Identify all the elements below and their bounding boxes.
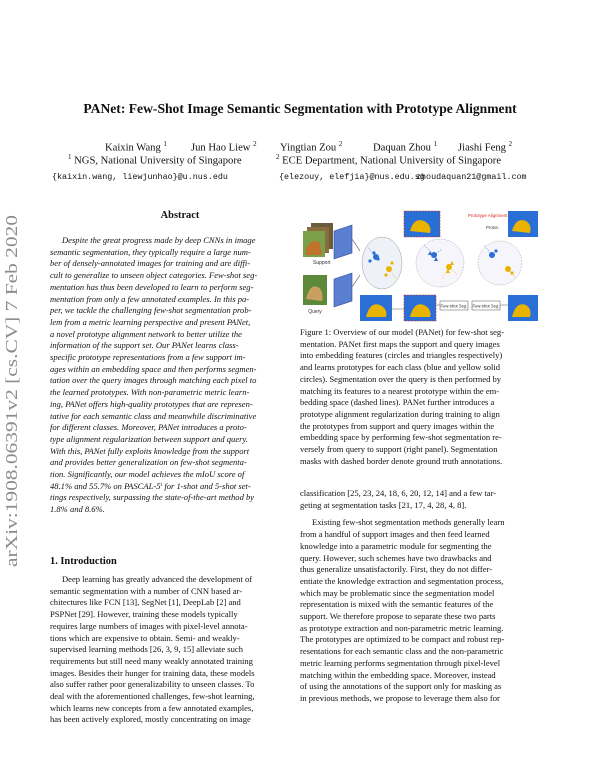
right-column-line: metric learning performs segmentation through pixel-level (300, 657, 501, 668)
proto-label: Protot. (486, 225, 499, 230)
abstract-line: ing, PANet offers high-quality prototypes that are represen- (50, 398, 253, 409)
intro-line: Deep learning has greatly advanced the development of (62, 574, 253, 584)
abstract-line: per, we tackle the challenging few-shot segmentation prob- (50, 305, 252, 316)
affiliation-2: $^2$ ECE Department, National University of Singapore (276, 153, 502, 167)
caption-line: masks with dashed border denote ground truth annotations. (300, 455, 503, 466)
right-column-line: thus generalize unsatisfactorily. First, they do not differ- (300, 564, 493, 575)
figure-caption (300, 327, 540, 467)
abstract-line: type alignment regularization between support and query. (50, 433, 248, 444)
right-column-line: resentations for each semantic class and the non-parametric (300, 646, 504, 657)
right-column-line: The prototypes are optimized to be compact and robust rep- (300, 634, 505, 645)
caption-line: embedding space by performing few-shot segmentation re- (300, 432, 502, 443)
intro-line: semantic segmentation with a number of CNN based ar- (50, 585, 243, 596)
author-2: Jun Hao Liew $^2$ (191, 140, 257, 154)
abstract-line: semantic segmentation, they typically require a large num- (50, 246, 251, 257)
author-1: Kaixin Wang $^1$ (105, 140, 167, 154)
abstract-line: 48.1% and 55.7% on PASCAL-5ⁱ for 1-shot and 5-shot set- (50, 480, 251, 491)
abstract-line: and provides better generalization on few-shot segmenta- (50, 457, 247, 468)
right-column-line: support. We therefore propose to separate these two parts (300, 611, 496, 622)
intro-line: requires large numbers of images with pixel-level annota- (50, 620, 248, 631)
caption-line: mentation. PANet first maps the support and query images (300, 338, 500, 349)
caption-line: versely from query to support (right panel). Segmentation (300, 444, 498, 455)
right-column-body (300, 488, 540, 705)
intro-line: chitectures like FCN [13], SegNet [1], DeepLab [2] and (50, 597, 241, 608)
author-3: Yingtian Zou $^2$ (280, 140, 343, 154)
intro-line: supervised learning methods [26, 3, 9, 15] alleviate such (50, 644, 243, 655)
caption-line: prototype alignment regularization during training to align (300, 408, 500, 419)
right-column-line: as prototype extraction and non-parametric metric learning. (300, 622, 504, 633)
query-image (303, 275, 327, 305)
alignment-label: Prototype Alignment (468, 213, 508, 218)
paper-title: PANet: Few-Shot Image Semantic Segmentation with Prototype Alignment (83, 101, 517, 116)
email-2: {elezouy, elefjia}@nus.edu.sg (279, 172, 425, 182)
right-column-line: knowledge into a parametric module for segmenting the (300, 540, 492, 551)
right-column-line: Existing few-shot segmentation methods generally learn (312, 517, 505, 528)
right-column-line: of using the annotations of the support only for masking as (300, 681, 502, 692)
caption-line: into embedding features (circles and triangles respectively) (300, 350, 503, 361)
query-label: Query (308, 309, 322, 315)
intro-line: tions which are expensive to obtain. Semi- and weakly- (50, 632, 240, 643)
intro-line: PSPNet [29]. However, training these models typically (50, 609, 238, 620)
support-image-stack (303, 223, 333, 257)
author-5: Jiashi Feng $^2$ (458, 140, 513, 154)
abstract-line: mentation has thus been developed to learn to perform seg- (50, 281, 254, 292)
right-column-line: entiate the knowledge extraction and segmentation process, (300, 575, 504, 586)
intro-line: has been actively explored, mostly concentrating on image (50, 714, 251, 725)
abstract-line: tative for each semantic class and meanwhile discriminative (50, 410, 257, 421)
right-column-line: representation is mixed with the semantic features of the (300, 599, 494, 610)
query-embedding (416, 239, 464, 287)
abstract-line: information of the support set. Our PANet learns class- (50, 340, 239, 351)
caption-line: the prototypes from support and query images within the (300, 420, 495, 431)
right-column-line: from a handful of support images and then feed learned (300, 529, 490, 540)
feature-blocks (334, 225, 360, 307)
right-column-line: geting at segmentation tasks [21, 17, 4, 28, 4, 8]. (300, 499, 467, 510)
abstract-line: 1.8% and 8.6%. (50, 504, 105, 515)
intro-line: deal with the aforementioned challenges, few-shot learning, (50, 691, 255, 702)
abstract-line: cult to generalize to unseen object categories. Few-shot seg- (50, 270, 258, 281)
right-column-line: classification [25, 23, 24, 18, 6, 20, 12, 14] and a few tar- (300, 488, 497, 498)
caption-line: circles). Segmentation over the query is then performed by (300, 373, 502, 384)
abstract-line: the learned prototypes. With non-parametric metric learn- (50, 387, 250, 398)
arxiv-id: arXiv:1908.06391v2 [cs.CV] 7 Feb 2020 (2, 294, 21, 567)
intro-heading: 1. Introduction (50, 556, 117, 567)
few-shot-label: Few-shot Seg. (440, 303, 468, 309)
caption-line: and learns prototypes for each class (blue and yellow solid (300, 362, 501, 373)
intro-line: requirements but still need many weakly annotated training (50, 655, 253, 666)
intro-line: which learns new concepts from a few annotated examples, (50, 702, 254, 713)
affiliation-1: $^1$ NGS, National University of Singapore (68, 153, 242, 167)
right-column-line: query. However, such schemes have two drawbacks and (300, 552, 492, 563)
abstract-line: for different classes. Moreover, PANet introduces a proto- (50, 422, 247, 433)
abstract-body (50, 235, 291, 516)
caption-line: matching its features to a nearest prototype within the em- (300, 385, 500, 396)
right-column-line: in previous methods, we propose to leverage them also for (300, 692, 500, 703)
abstract-line: ber of densely-annotated images for training and are diffi- (50, 258, 251, 269)
embedding-space (362, 237, 402, 289)
abstract-line: ages within an embedding space and then performs segmen- (50, 363, 257, 374)
right-column-line: matching within the embedding space. Moreover, instead (300, 669, 496, 680)
intro-line: also suffer rather poor generalizability to unseen classes. To (50, 679, 255, 690)
abstract-line: specific prototype representations from a few support im- (50, 352, 246, 363)
abstract-line: tings respectively, surpassing the state-of-the-art method by (50, 492, 255, 503)
abstract-line: mentation from only a few annotated examples. In this pa- (50, 293, 250, 304)
author-4: Daquan Zhou $^1$ (373, 140, 438, 154)
intro-line: images. Besides their hunger for training data, these models (50, 667, 255, 678)
intro-body (50, 574, 291, 726)
email-3: zhoudaquan21@gmail.com (416, 172, 527, 182)
abstract-line: With this, PANet fully exploits knowledge from the support (50, 445, 250, 456)
alignment-embedding (478, 241, 522, 285)
few-shot-label-2: Few-shot Seg. (472, 303, 500, 309)
caption-line: Figure 1: Overview of our model (PANet) for few-shot seg- (300, 327, 505, 337)
abstract-line: tation over the query images through matching each pixel to (50, 375, 257, 386)
abstract-line: lem from a metric learning perspective and present PANet, (50, 316, 251, 327)
figure-1 (300, 209, 540, 323)
abstract-line: a novel prototype alignment network to better utilize the (50, 328, 242, 339)
abstract-line: Despite the great progress made by deep CNNs in image (62, 235, 256, 245)
abstract-line: tion. Significantly, our model achieves the mIoU score of (50, 469, 245, 480)
caption-line: bedding space (dashed lines). PANet further introduces a (300, 397, 495, 408)
right-column-line: which may be problematic since the segmentation model (300, 587, 495, 598)
abstract-heading: Abstract (160, 210, 200, 221)
arxiv-stamp (3, 212, 21, 567)
support-label: Support (313, 260, 331, 266)
email-1: {kaixin.wang, liewjunhao}@u.nus.edu (52, 172, 228, 182)
